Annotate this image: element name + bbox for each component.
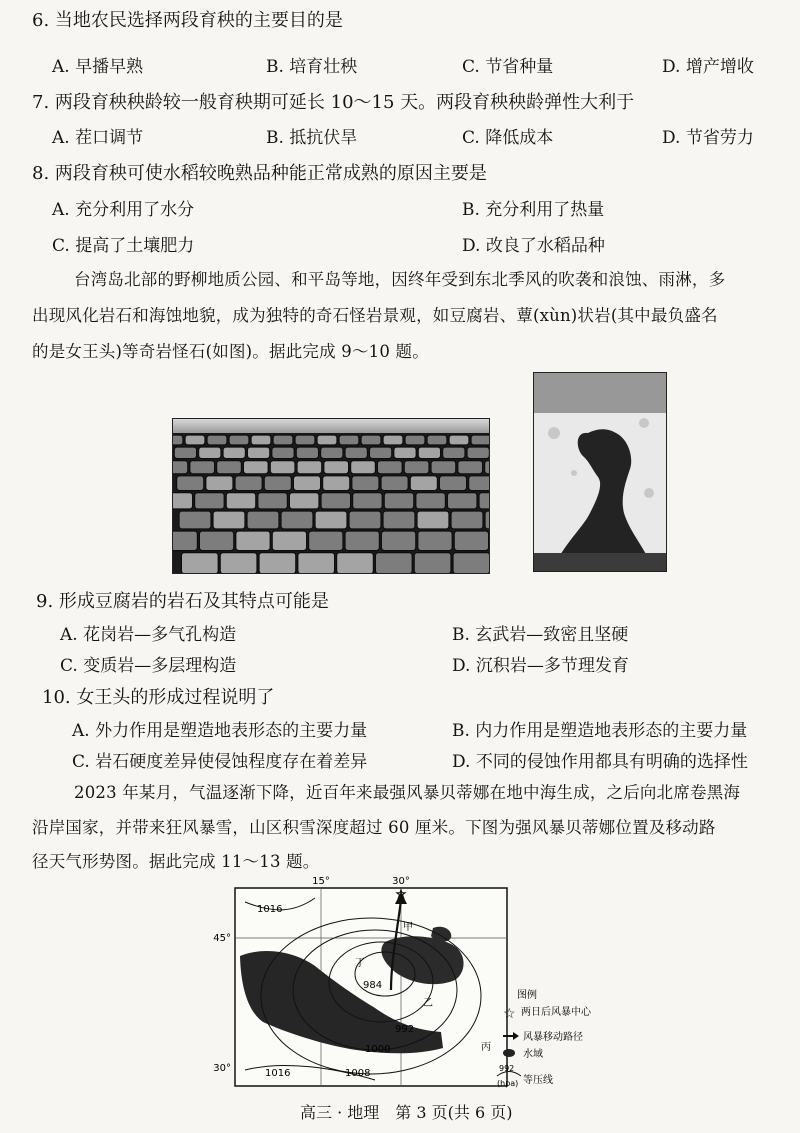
tofu-rock-block — [315, 511, 347, 529]
legend-water-label: 水域 — [523, 1049, 543, 1060]
tofu-rock-block — [309, 531, 343, 551]
tofu-rock-block — [217, 461, 242, 474]
q6-option-d: D. 增产增收 — [662, 57, 754, 77]
tofu-rock-block — [247, 511, 279, 529]
tofu-rock-block — [172, 461, 188, 474]
tofu-rock-block — [223, 447, 245, 459]
place-ding: 丁 — [355, 958, 365, 969]
q6-option-b: B. 培育壮秧 — [266, 57, 358, 77]
tofu-rock-block — [236, 531, 270, 551]
tofu-rock-block — [273, 435, 293, 445]
tofu-rock-block — [181, 553, 218, 574]
tofu-rock-block — [172, 531, 197, 551]
lon-label-30: 30° — [392, 876, 410, 887]
tofu-rock-block — [353, 493, 383, 509]
passage-2-line-3: 径天气形势图。据此完成 11～13 题。 — [32, 852, 320, 871]
question-6-stem: 6. 当地农民选择两段育秧的主要目的是 — [32, 10, 343, 31]
q10-option-a: A. 外力作用是塑造地表形态的主要力量 — [72, 721, 368, 741]
tofu-rock-block — [321, 447, 343, 459]
tofu-rock-block — [383, 435, 403, 445]
tofu-rock-block — [321, 493, 351, 509]
tofu-rock-block — [247, 447, 269, 459]
tofu-rock-block — [229, 435, 249, 445]
tofu-rock-block — [323, 476, 350, 491]
place-yi: 乙 — [423, 998, 433, 1009]
tofu-rock-block — [345, 447, 367, 459]
tofu-rock-block — [317, 435, 337, 445]
tofu-rock-block — [213, 511, 245, 529]
tofu-rock-block — [272, 531, 306, 551]
tofu-rock-block — [195, 493, 225, 509]
tofu-rock-block — [427, 435, 447, 445]
star-icon: ☆ — [503, 1006, 516, 1022]
tofu-rock-block — [190, 461, 215, 474]
place-jia: 甲 — [403, 922, 413, 933]
tofu-rock-block — [394, 447, 416, 459]
tofu-rock-block — [384, 493, 414, 509]
tofu-rock-photo — [172, 418, 490, 574]
legend-path-label: 风暴移动路径 — [523, 1032, 583, 1043]
tofu-rock-block — [375, 553, 412, 574]
q9-option-b: B. 玄武岩—致密且坚硬 — [452, 625, 629, 645]
q10-option-c: C. 岩石硬度差异使侵蚀程度存在着差异 — [72, 752, 368, 772]
isobar-label-1016-south: 1016 — [265, 1068, 291, 1079]
tofu-rock-block — [295, 435, 315, 445]
isobar-label-984: 984 — [363, 980, 383, 991]
tofu-rock-block — [453, 553, 490, 574]
q9-option-d: D. 沉积岩—多节理发育 — [452, 656, 629, 676]
q7-option-d: D. 节省劳力 — [662, 128, 754, 148]
place-bing: 丙 — [481, 1042, 491, 1053]
isobar-label-1000: 1000 — [365, 1044, 391, 1055]
q10-option-b: B. 内力作用是塑造地表形态的主要力量 — [452, 721, 748, 741]
tofu-rock-block — [418, 447, 440, 459]
tofu-rock-block — [351, 461, 376, 474]
tofu-rock-block — [471, 435, 490, 445]
tofu-rock-block — [345, 531, 379, 551]
tofu-rock-block — [439, 476, 466, 491]
tofu-rock-block — [369, 447, 391, 459]
tofu-rock-block — [414, 553, 451, 574]
q8-option-a: A. 充分利用了水分 — [52, 200, 195, 220]
passage-2-line-1: 2023 年某月，气温逐渐下降，近百年来最强风暴贝蒂娜在地中海生成，之后向北席卷黑海 — [74, 783, 741, 802]
tofu-rock-block — [361, 435, 381, 445]
legend-title: 图例 — [517, 990, 537, 1001]
tofu-rock-block — [381, 476, 408, 491]
isobar-label-992: 992 — [395, 1024, 415, 1035]
passage-1-line-2: 出现风化岩石和海蚀地貌，成为独特的奇石怪岩景观，如豆腐岩、蕈(xùn)状岩(其中最负盛名 — [32, 306, 718, 325]
map-legend — [497, 988, 592, 1088]
legend-isobar-value: 992 — [499, 1064, 515, 1073]
lat-label-45: 45° — [213, 933, 231, 944]
tofu-rock-block — [207, 435, 227, 445]
tofu-rock-block — [226, 493, 256, 509]
tofu-rock-block — [381, 531, 415, 551]
q10-option-d: D. 不同的侵蚀作用都具有明确的选择性 — [452, 752, 748, 772]
q8-option-c: C. 提高了土壤肥力 — [52, 236, 195, 256]
tofu-rock-block — [324, 461, 349, 474]
tofu-rock-block — [298, 553, 335, 574]
tofu-rock-block — [404, 461, 429, 474]
tofu-rock-block — [447, 493, 477, 509]
legend-isobar-label: 等压线 — [523, 1075, 553, 1086]
tofu-rock-block — [467, 447, 489, 459]
isobar-label-1016-north: 1016 — [257, 904, 283, 915]
tofu-rock-block — [469, 476, 490, 491]
tofu-rock-block — [485, 511, 490, 529]
storm-weather-map — [205, 872, 655, 1094]
tofu-rock-block — [281, 511, 313, 529]
tofu-rock-block — [383, 511, 415, 529]
passage-2-line-2: 沿岸国家，并带来狂风暴雪，山区积雪深度超过 60 厘米。下图为强风暴贝蒂娜位置及移动路 — [32, 818, 716, 837]
tofu-rock-block — [349, 511, 381, 529]
legend-isobar-unit: (hpa) — [497, 1079, 519, 1088]
tofu-rock-block — [479, 493, 490, 509]
tofu-rock-block — [416, 493, 446, 509]
q8-option-b: B. 充分利用了热量 — [462, 200, 605, 220]
q7-option-b: B. 抵抗伏旱 — [266, 128, 358, 148]
question-10-stem: 10. 女王头的形成过程说明了 — [42, 687, 275, 708]
tofu-rock-block — [443, 447, 465, 459]
lon-label-15: 15° — [312, 876, 330, 887]
tofu-rock-block — [235, 476, 262, 491]
q7-option-c: C. 降低成本 — [462, 128, 554, 148]
tofu-rock-block — [431, 461, 456, 474]
legend-star-label: 两日后风暴中心 — [521, 1007, 591, 1018]
tofu-rock-block — [458, 461, 483, 474]
tofu-rock-block — [293, 476, 320, 491]
q6-option-a: A. 早播早熟 — [52, 57, 144, 77]
tofu-rock-block — [179, 511, 211, 529]
q9-option-a: A. 花岗岩—多气孔构造 — [60, 625, 237, 645]
tofu-rock-block — [220, 553, 257, 574]
tofu-rock-block — [177, 476, 204, 491]
tofu-rock-block — [417, 511, 449, 529]
q6-option-c: C. 节省种量 — [462, 57, 554, 77]
tofu-rock-block — [352, 476, 379, 491]
lat-label-30: 30° — [213, 1063, 231, 1074]
tofu-rock-block — [243, 461, 268, 474]
tofu-rock-block — [270, 461, 295, 474]
tofu-rock-block — [258, 493, 288, 509]
tofu-rock-block — [410, 476, 437, 491]
tofu-rock-block — [272, 447, 294, 459]
tofu-rock-block — [174, 447, 196, 459]
isobar-label-1008: 1008 — [345, 1068, 371, 1079]
tofu-rock-block — [451, 511, 483, 529]
tofu-rock-block — [377, 461, 402, 474]
tofu-rock-block — [418, 531, 452, 551]
q7-option-a: A. 茬口调节 — [52, 128, 144, 148]
tofu-rock-block — [199, 531, 233, 551]
tofu-rock-block — [264, 476, 291, 491]
question-8-stem: 8. 两段育秧可使水稻较晚熟品种能正常成熟的原因主要是 — [32, 163, 487, 184]
passage-1-line-3: 的是女王头)等奇岩怪石(如图)。据此完成 9～10 题。 — [32, 342, 429, 361]
tofu-rock-block — [405, 435, 425, 445]
tofu-rock-block — [339, 435, 359, 445]
page-footer: 高三 · 地理 第 3 页(共 6 页) — [300, 1103, 513, 1122]
tofu-rock-block — [289, 493, 319, 509]
question-7-stem: 7. 两段育秧秧龄较一般育秧期可延长 10～15 天。两段育秧秧龄弹性大利于 — [32, 92, 635, 113]
tofu-rock-block — [296, 447, 318, 459]
tofu-rock-block — [206, 476, 233, 491]
tofu-rock-block — [251, 435, 271, 445]
tofu-rock-block — [485, 461, 490, 474]
passage-1-line-1: 台湾岛北部的野柳地质公园、和平岛等地，因终年受到东北季风的吹袭和浪蚀、雨淋，多 — [74, 270, 726, 289]
q8-option-d: D. 改良了水稻品种 — [462, 236, 605, 256]
tofu-rock-block — [185, 435, 205, 445]
svg-text:☆: ☆ — [395, 887, 407, 901]
tofu-rock-block — [454, 531, 488, 551]
tofu-rock-block — [199, 447, 221, 459]
q9-option-c: C. 变质岩—多层理构造 — [60, 656, 237, 676]
tofu-rock-block — [172, 493, 193, 509]
tofu-rock-block — [297, 461, 322, 474]
queens-head-rock-photo — [533, 372, 667, 572]
water-swatch-icon — [503, 1049, 515, 1057]
tofu-rock-block — [172, 435, 183, 445]
tofu-rock-block — [259, 553, 296, 574]
tofu-rock-block — [337, 553, 374, 574]
tofu-rock-block — [449, 435, 469, 445]
question-9-stem: 9. 形成豆腐岩的岩石及其特点可能是 — [36, 591, 329, 612]
